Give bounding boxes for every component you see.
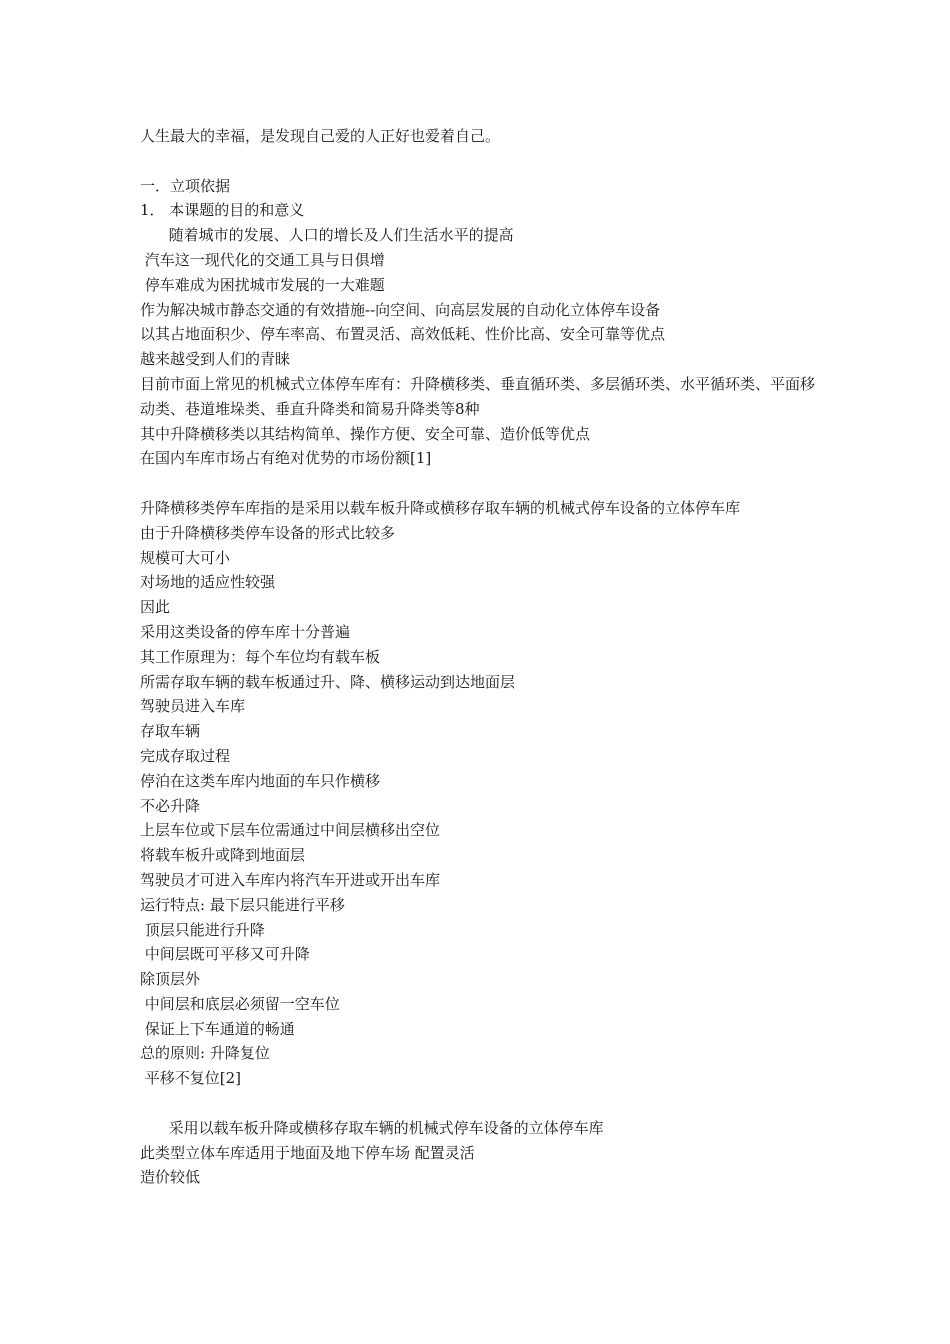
- blank-line: [140, 149, 820, 174]
- paragraph-line: 作为解决城市静态交通的有效措施--向空间、向高层发展的自动化立体停车设备: [140, 300, 661, 319]
- paragraph-line: 保证上下车通道的畅通: [140, 1019, 295, 1038]
- paragraph-line: 完成存取过程: [140, 746, 231, 765]
- paragraph-line: 总的原则: 升降复位: [140, 1044, 270, 1063]
- paragraph-line: 其工作原理为：每个车位均有载车板: [140, 647, 381, 666]
- paragraph-line: 此类型立体车库适用于地面及地下停车场 配置灵活: [140, 1143, 475, 1162]
- paragraph-line: 规模可大可小: [140, 548, 231, 567]
- paragraph-line: 将载车板升或降到地面层: [140, 846, 306, 865]
- paragraph-line: 上层车位或下层车位需通过中间层横移出空位: [140, 821, 441, 840]
- paragraph-line: 其中升降横移类以其结构简单、操作方便、安全可靠、造价低等优点: [140, 424, 591, 443]
- paragraph-line: 中间层和底层必须留一空车位: [140, 994, 340, 1013]
- paragraph-line: 平移不复位[2]: [140, 1069, 242, 1088]
- paragraph-line: 升降横移类停车库指的是采用以载车板升降或横移存取车辆的机械式停车设备的立体停车库: [140, 498, 741, 517]
- paragraph-line: 在国内车库市场占有绝对优势的市场份额[1]: [140, 449, 432, 468]
- paragraph-line: 运行特点: 最下层只能进行平移: [140, 895, 345, 914]
- paragraph-line: 存取车辆: [140, 722, 201, 741]
- paragraph-line: 采用以载车板升降或横移存取车辆的机械式停车设备的立体停车库: [140, 1118, 604, 1137]
- paragraph-line: 随着城市的发展、人口的增长及人们生活水平的提高: [140, 226, 514, 245]
- subsection-heading: 1． 本课题的目的和意义: [140, 201, 305, 220]
- paragraph-line: 停泊在这类车库内地面的车只作横移: [140, 771, 381, 790]
- paragraph-line: 所需存取车辆的载车板通过升、降、横移运动到达地面层: [140, 672, 516, 691]
- document-body: [140, 124, 820, 1190]
- paragraph-line: 以其占地面积少、停车率高、布置灵活、高效低耗、性价比高、安全可靠等优点: [140, 325, 666, 344]
- paragraph-line: 由于升降横移类停车设备的形式比较多: [140, 523, 396, 542]
- paragraph-line: 不必升降: [140, 796, 201, 815]
- section-heading: 一．立项依据: [140, 176, 231, 195]
- paragraph-line: 驾驶员才可进入车库内将汽车开进或开出车库: [140, 870, 441, 889]
- paragraph-line: 造价较低: [140, 1168, 201, 1187]
- paragraph-line: 驾驶员进入车库: [140, 697, 246, 716]
- paragraph-line: 除顶层外: [140, 970, 201, 989]
- quote-line: 人生最大的幸福，是发现自己爱的人正好也爱着自己。: [140, 127, 501, 145]
- paragraph-line: 因此: [140, 598, 171, 617]
- paragraph-line: 汽车这一现代化的交通工具与日俱增: [140, 250, 385, 269]
- paragraph-line: 越来越受到人们的青睐: [140, 350, 291, 369]
- paragraph-line: 目前市面上常见的机械式立体停车库有：升降横移类、垂直循环类、多层循环类、水平循环类、平面移动类、巷道堆垛类、垂直升降类和简易升降类等8种: [140, 374, 816, 418]
- paragraph-line: 对场地的适应性较强: [140, 573, 276, 592]
- paragraph-line: 顶层只能进行升降: [140, 920, 265, 939]
- paragraph-line: 采用这类设备的停车库十分普遍: [140, 622, 351, 641]
- paragraph-line: 停车难成为困扰城市发展的一大难题: [140, 275, 385, 294]
- paragraph-line: 中间层既可平移又可升降: [140, 945, 310, 964]
- blank-line: [140, 1091, 820, 1116]
- blank-line: [140, 471, 820, 496]
